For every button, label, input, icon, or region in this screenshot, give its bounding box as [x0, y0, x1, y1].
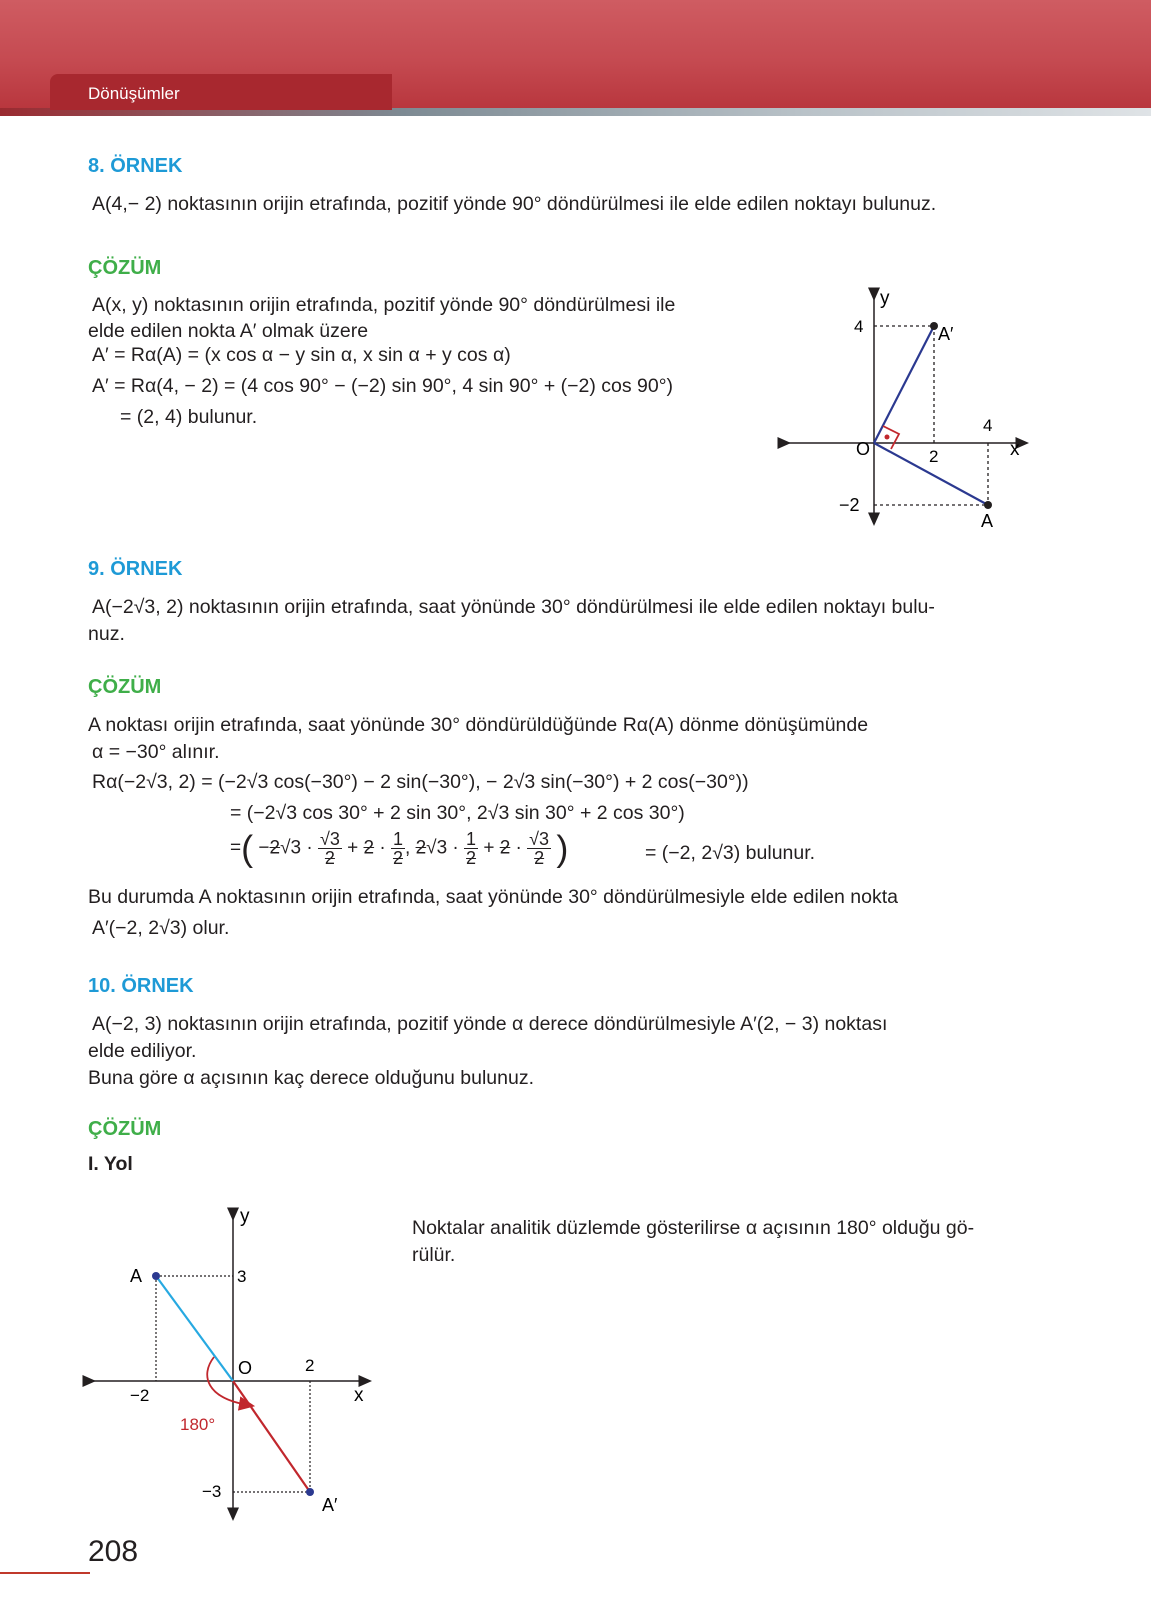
footer-rule — [0, 1572, 90, 1574]
ex9-line-5-expression: =( −2√3 · $\frac{√3}{2}$ + 2 · $\frac{1}{2}$ , 2√3 · $\frac{1}{2}$ + 2 · $\frac{√3}{2}$ ) — [230, 827, 569, 869]
example-9-question-1: A(−2√3, 2) noktasının orijin etrafında, saat yönünde 30° döndürülmesi ile elde edilen noktayı bulu- — [92, 596, 935, 618]
ex9-line-5-result: = (−2, 2√3) bulunur. — [645, 842, 816, 864]
fig8-x-label: x — [1010, 439, 1020, 460]
ex8-line-4: A′ = Rα(4, − 2) = (4 cos 90° − (−2) sin 90°, 4 sin 90° + (−2) cos 90°) — [92, 375, 674, 397]
fig10-x-label: x — [354, 1385, 364, 1406]
ex10-note-1: Noktalar analitik düzlemde gösterilirse α açısının 180° olduğu gö- — [412, 1217, 975, 1239]
fig10-y-label: y — [240, 1206, 250, 1227]
ex8-line-5: = (2, 4) bulunur. — [120, 406, 258, 428]
example-9-title: 9. ÖRNEK — [88, 558, 183, 580]
example-8-question: A(4,− 2) noktasının orijin etrafında, pozitif yönde 90° döndürülmesi ile elde edilen noktayı bulunuz. — [92, 193, 937, 215]
example-9-solution-title: ÇÖZÜM — [88, 676, 162, 698]
fig8-point-a-prime: A′ — [938, 324, 954, 344]
method-label: I. Yol — [88, 1153, 133, 1175]
ex9-line-6: Bu durumda A noktasının orijin etrafında, saat yönünde 30° döndürülmesiyle elde edilen nokta — [88, 886, 899, 908]
ex9-line-1: A noktası orijin etrafında, saat yönünde 30° döndürüldüğünde Rα(A) dönme dönüşümünde — [88, 714, 869, 736]
chapter-title: Dönüşümler — [88, 84, 180, 103]
example-9-question-2: nuz. — [88, 623, 125, 645]
fig10-y3-label: 3 — [237, 1267, 247, 1286]
fig8-x2-label: 2 — [929, 447, 939, 466]
ex9-line-7: A′(−2, 2√3) olur. — [92, 917, 230, 939]
fig8-x4-label: 4 — [983, 416, 993, 435]
fig8-point-a: A — [981, 511, 994, 531]
fig8-ym2-label: −2 — [839, 495, 860, 515]
ex9-line-2: α = −30° alınır. — [92, 741, 220, 763]
fig10-ym3-label: −3 — [202, 1482, 222, 1501]
fig10-angle-label: 180° — [180, 1415, 216, 1434]
fig10-x2-label: 2 — [305, 1356, 315, 1375]
fig8-origin-label: O — [856, 439, 871, 459]
ex8-line-1: A(x, y) noktasının orijin etrafında, pozitif yönde 90° döndürülmesi ile — [92, 294, 676, 316]
ex10-note-2: rülür. — [412, 1244, 456, 1266]
chapter-tab — [50, 74, 392, 110]
ex9-line-4: = (−2√3 cos 30° + 2 sin 30°, 2√3 sin 30° + 2 cos 30°) — [230, 802, 685, 824]
example-10-title: 10. ÖRNEK — [88, 975, 194, 997]
example-10-solution-title: ÇÖZÜM — [88, 1118, 162, 1140]
fig10-xm2-label: −2 — [130, 1386, 150, 1405]
page-number: 208 — [88, 1535, 139, 1568]
ex8-line-3: A′ = Rα(A) = (x cos α − y sin α, x sin α + y cos α) — [92, 344, 511, 366]
fig8-y-label: y — [880, 288, 890, 309]
ex10-coordinate-figure — [88, 1205, 378, 1525]
fig8-y4-label: 4 — [854, 317, 864, 336]
example-10-question-2: elde ediliyor. — [88, 1040, 197, 1062]
example-10-question-1: A(−2, 3) noktasının orijin etrafında, pozitif yönde α derece döndürülmesiyle A′(2, − 3) noktası — [92, 1013, 888, 1035]
example-8-solution-title: ÇÖZÜM — [88, 257, 162, 279]
example-10-question-3: Buna göre α açısının kaç derece olduğunu bulunuz. — [88, 1067, 534, 1089]
example-8-title: 8. ÖRNEK — [88, 155, 183, 177]
fig10-origin-label: O — [238, 1358, 253, 1378]
ex8-line-2: elde edilen nokta A′ olmak üzere — [88, 320, 369, 342]
ex8-coordinate-figure — [790, 290, 1030, 530]
fig10-point-a-prime: A′ — [322, 1495, 338, 1515]
fig10-point-a: A — [130, 1266, 143, 1286]
ex9-line-3: Rα(−2√3, 2) = (−2√3 cos(−30°) − 2 sin(−30°), − 2√3 sin(−30°) + 2 cos(−30°)) — [92, 771, 749, 793]
